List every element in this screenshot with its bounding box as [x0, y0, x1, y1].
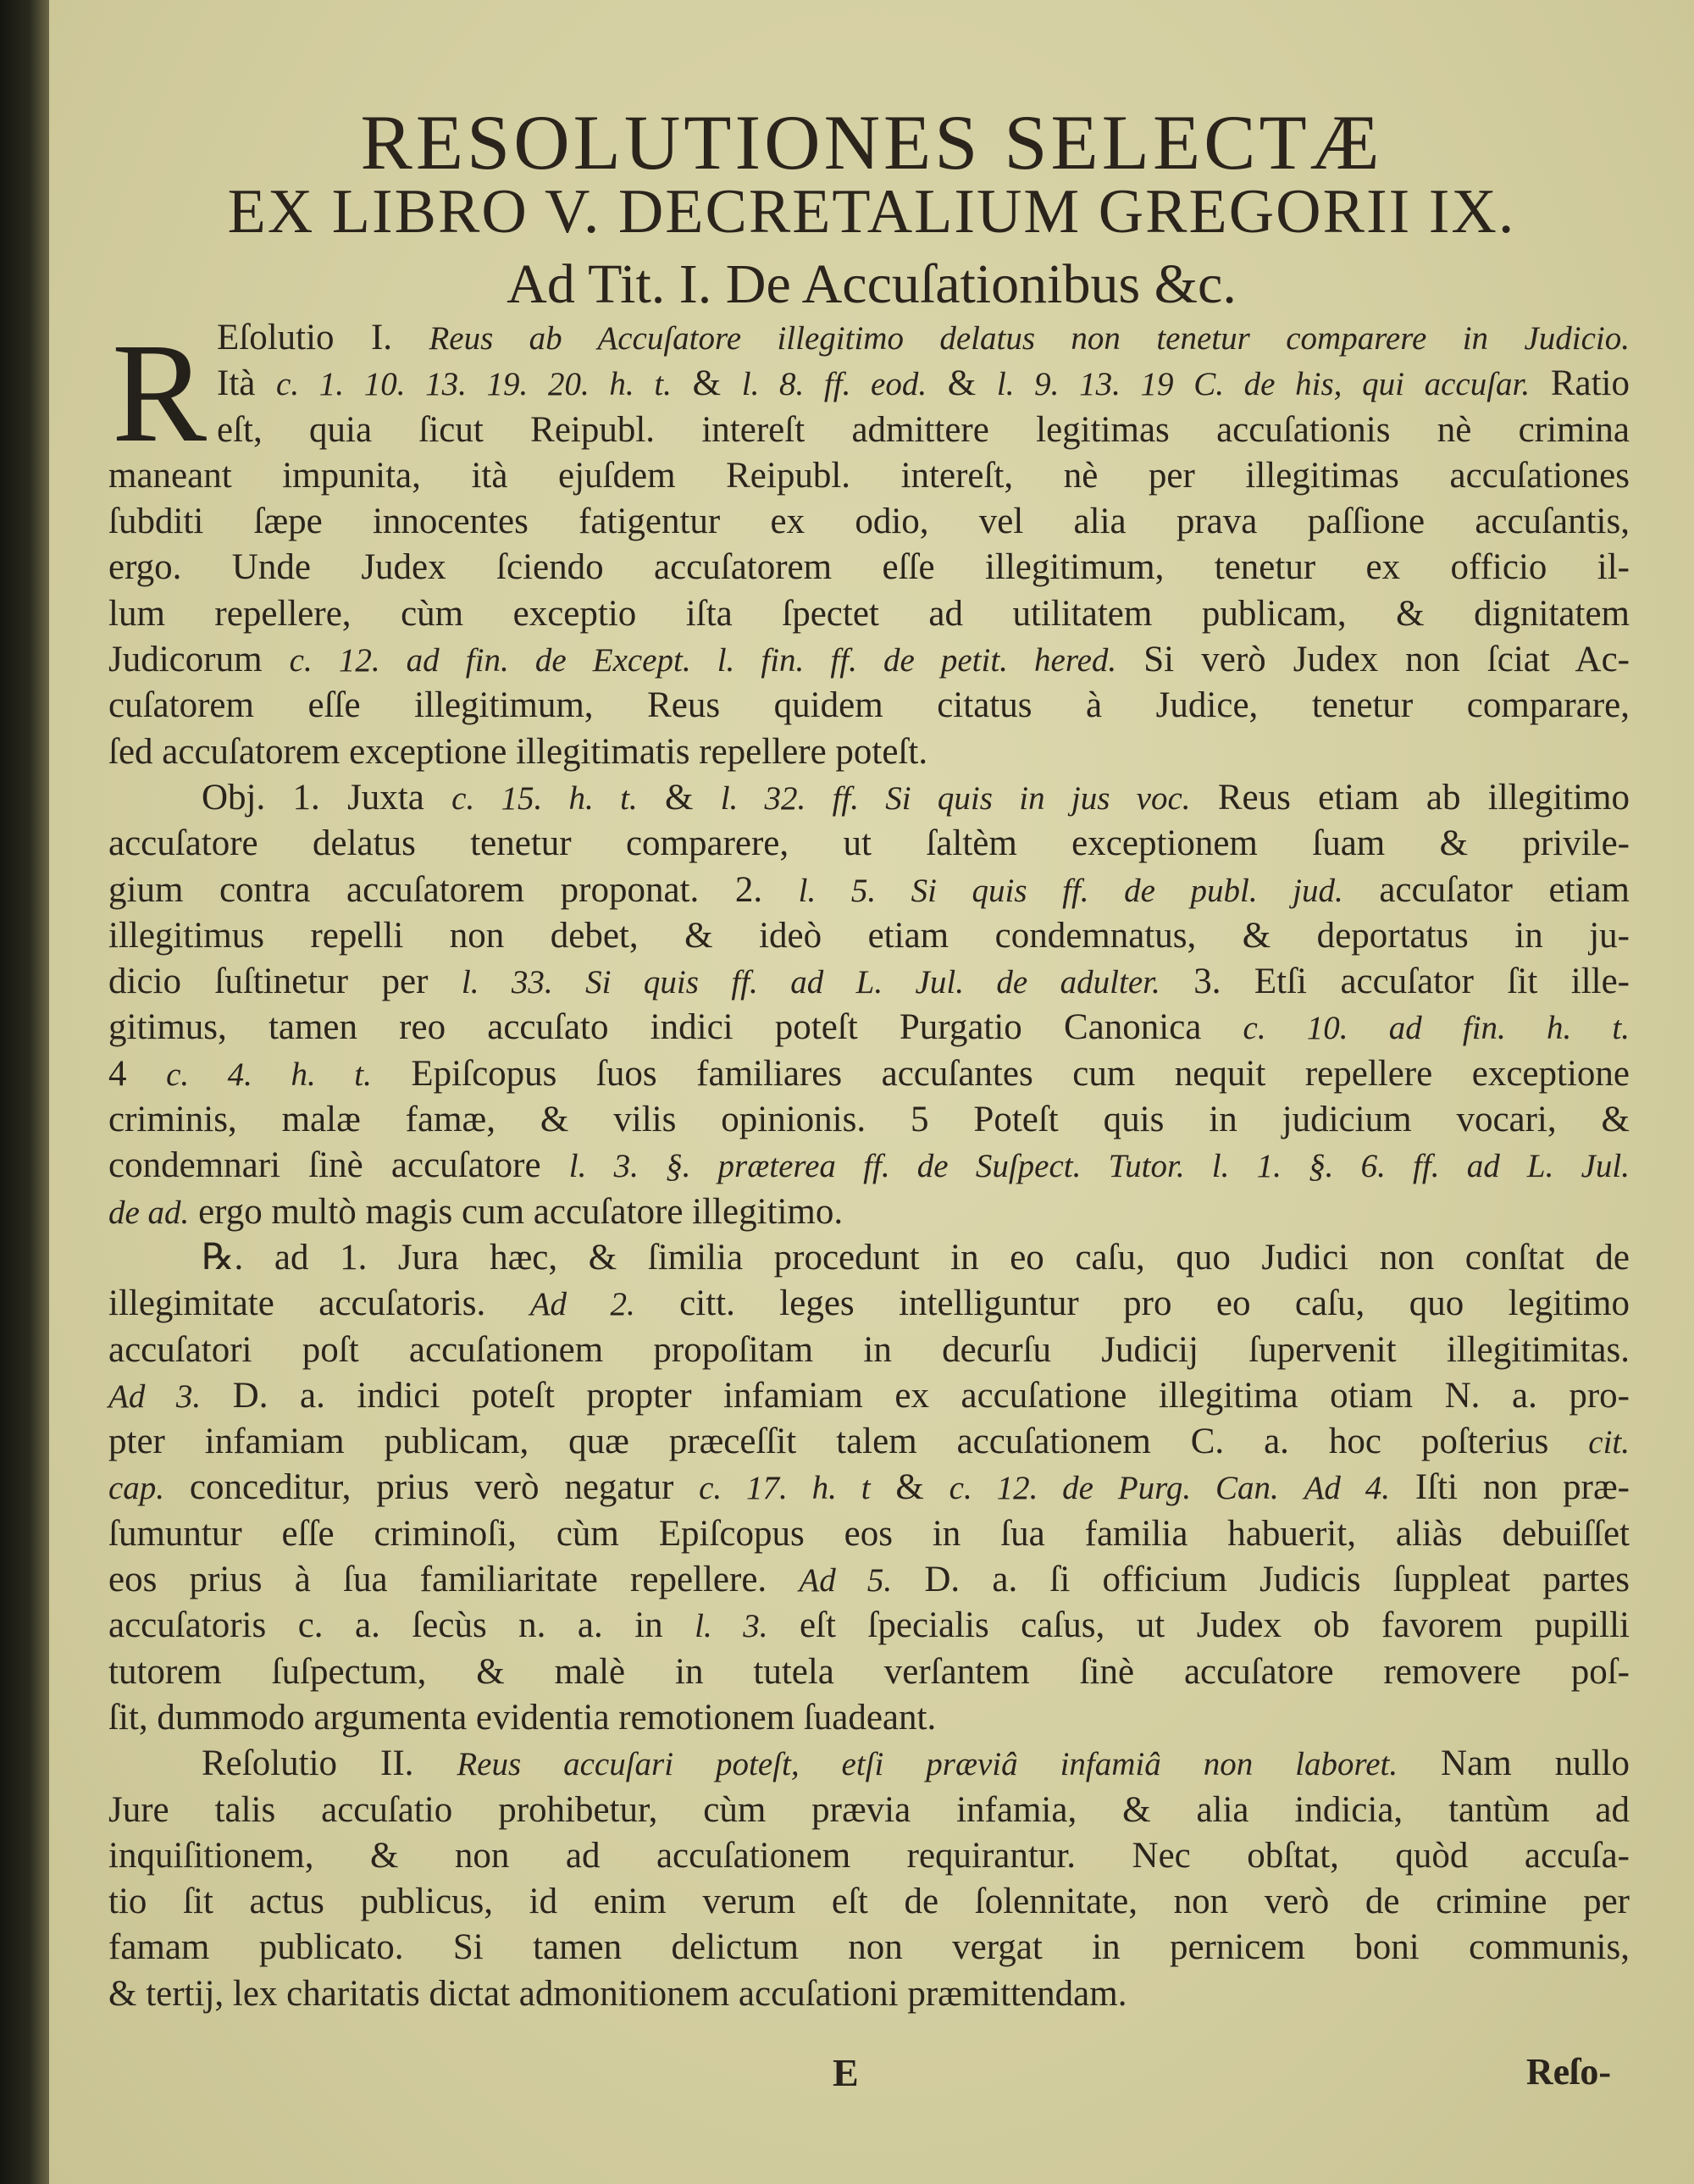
text-line: [108, 1005, 1630, 1050]
italic-citation: Ad 4.: [1304, 1470, 1390, 1507]
text-run: tio ſit actus publicus, id enim verum eſt de ſolennitate, non verò de crimine per: [108, 1882, 1630, 1922]
italic-citation: l. 33. Si quis ff. ad L. Jul. de adulter.: [461, 964, 1160, 1001]
italic-citation: Ad 5.: [799, 1562, 893, 1599]
text-line: [108, 1189, 1630, 1235]
text-run: Ità: [217, 363, 277, 404]
italic-citation: Reus accuſari poteſt, etſi præviâ infamiâ non laboret.: [457, 1746, 1398, 1783]
text-run: maneant impunita, ità ejuſdem Reipubl. intereſt, nè per illegitimas accuſationes: [108, 455, 1630, 496]
text-line: [108, 1143, 1630, 1189]
text-line: [108, 729, 1630, 775]
text-run: Ratio: [1530, 363, 1630, 404]
text-run: dicio ſuſtinetur per: [108, 962, 462, 1002]
text-run: ſed accuſatorem exceptione illegitimatis repellere poteſt.: [108, 731, 928, 772]
page-title: RESOLUTIONES SELECTÆ: [360, 99, 1383, 186]
text-run: Nam nullo: [1398, 1743, 1630, 1784]
text-run: gitimus, tamen reo accuſato indici poteſt Purgatio Canonica: [108, 1007, 1243, 1048]
text-run: Jure talis accuſatio prohibetur, cùm prævia infamia, & alia indicia, tantùm ad: [108, 1789, 1630, 1830]
text-run: inquiſitionem, & non ad accuſationem requirantur. Nec obſtat, quòd accuſa-: [108, 1835, 1630, 1876]
page-subtitle: EX LIBRO V. DECRETALIUM GREGORII IX.: [227, 177, 1516, 247]
text-run: tutorem ſuſpectum, & malè in tutela verſantem ſinè accuſatore removere poſ-: [108, 1651, 1630, 1692]
text-run: citt. leges intelliguntur pro eo caſu, quo legitimo: [634, 1283, 1630, 1324]
text-run: famam publicato. Si tamen delictum non vergat in pernicem boni communis,: [108, 1927, 1630, 1968]
text-run: eſt, quia ſicut Reipubl. intereſt admittere legitimas accuſationis nè crimina: [217, 409, 1630, 450]
text-run: Epiſcopus ſuos familiares accuſantes cum nequit repellere exceptione: [371, 1053, 1630, 1094]
text-run: ſumuntur eſſe criminoſi, cùm Epiſcopus eos in ſua familia habuerit, aliàs debuiſſet: [108, 1513, 1630, 1554]
text-run: accuſator etiam: [1342, 869, 1630, 910]
italic-citation: l. 3. §. præterea ff. de Suſpect. Tutor. l. 1. §. 6. ff. ad L. Jul.: [568, 1148, 1630, 1185]
italic-citation: l. 32. ff. Si quis in jus voc.: [720, 779, 1191, 817]
text-run: ℞. ad 1. Jura hæc, & ſimilia procedunt in eo caſu, quo Judici non conſtat de: [202, 1237, 1630, 1278]
text-line: [108, 1741, 1630, 1787]
text-line: [108, 1419, 1630, 1465]
text-line: [108, 1788, 1630, 1833]
text-run: Eſolutio I.: [217, 318, 429, 358]
book-spine-shadow: [0, 0, 49, 2184]
text-run: criminis, malæ famæ, & vilis opinionis. 5 Poteſt quis in judicium vocari, &: [108, 1100, 1630, 1140]
text-run: 3. Etſi accuſator ſit ille-: [1160, 962, 1630, 1002]
text-run: ſubditi ſæpe innocentes fatigentur ex odio, vel alia prava paſſione accuſantis,: [108, 502, 1630, 542]
italic-citation: Ad 3.: [108, 1377, 202, 1415]
text-run: accuſatoris c. a. ſecùs n. a. in: [108, 1605, 695, 1646]
text-line: [108, 913, 1630, 959]
text-line: [108, 591, 1630, 637]
text-line: [108, 1373, 1630, 1419]
catchword: Reſo-: [1525, 2051, 1611, 2093]
text-run: gium contra accuſatorem proponat. 2.: [108, 869, 799, 910]
text-run: 4: [108, 1053, 167, 1094]
italic-citation: l. 8. ff. eod.: [741, 366, 927, 403]
text-run: illegimitate accuſatoris.: [108, 1283, 530, 1324]
text-line: [108, 361, 1630, 407]
text-run: ergo. Unde Judex ſciendo accuſatorem eſſe illegitimum, tenetur ex officio il-: [108, 547, 1630, 588]
text-line: [108, 1511, 1630, 1557]
text-run: pter infamiam publicam, quæ præceſſit talem accuſationem C. a. hoc poſterius: [108, 1422, 1589, 1462]
text-line: [108, 1695, 1630, 1741]
text-run: lum repellere, cùm exceptio iſta ſpectet ad utilitatem publicam, & dignitatem: [108, 593, 1630, 634]
italic-citation: c. 17. h. t: [699, 1470, 871, 1507]
section-heading: Ad Tit. I. De Accuſationibus &c.: [507, 253, 1237, 315]
text-run: Iſti non præ-: [1390, 1467, 1630, 1508]
text-line: [108, 683, 1630, 729]
text-line: [108, 821, 1630, 867]
italic-citation: Reus ab Accuſatore illegitimo delatus non tenetur comparere in Judicio.: [429, 320, 1630, 357]
text-run: condemnari ſinè accuſatore: [108, 1145, 569, 1186]
text-run: ergo multò magis cum accuſatore illegitimo.: [189, 1191, 844, 1232]
italic-citation: c. 12. de Purg. Can.: [949, 1470, 1279, 1507]
text-run: &: [637, 777, 721, 818]
text-run: accuſatori poſt accuſationem propoſitam in decurſu Judicij ſupervenit illegitimitas.: [108, 1329, 1630, 1370]
text-line: [108, 407, 1630, 453]
text-line: [108, 1833, 1630, 1879]
book-page: [49, 0, 1694, 2184]
text-line: [108, 1879, 1630, 1925]
text-line: [108, 868, 1630, 913]
text-run: Si verò Judex non ſciat Ac-: [1116, 640, 1630, 680]
text-line: [108, 499, 1630, 545]
signature-mark: E: [833, 2051, 859, 2094]
italic-citation: cit.: [1588, 1424, 1630, 1461]
body-text: [108, 315, 1630, 2017]
italic-citation: c. 15. h. t.: [451, 779, 638, 817]
italic-citation: cap.: [108, 1470, 165, 1507]
text-line: [108, 1925, 1630, 1971]
italic-citation: l. 3.: [695, 1608, 768, 1645]
text-run: &: [671, 363, 742, 404]
text-line: [108, 1557, 1630, 1603]
text-run: D. a. ſi officium Judicis ſuppleat partes: [892, 1560, 1630, 1600]
text-run: cuſatorem eſſe illegitimum, Reus quidem citatus à Judice, tenetur comparare,: [108, 685, 1630, 726]
text-run: illegitimus repelli non debet, & ideò etiam condemnatus, & deportatus in ju-: [108, 915, 1630, 956]
text-line: [108, 1051, 1630, 1097]
italic-citation: c. 1. 10. 13. 19. 20. h. t.: [276, 366, 672, 403]
text-run: & tertij, lex charitatis dictat admonitionem accuſationi præmittendam.: [108, 1973, 1127, 2014]
text-line: [108, 1603, 1630, 1649]
italic-citation: Ad 2.: [529, 1286, 635, 1323]
italic-citation: l. 5. Si quis ff. de publ. jud.: [798, 872, 1343, 909]
text-line: [108, 1235, 1630, 1281]
text-line: [108, 1328, 1630, 1373]
text-run: Judicorum: [108, 640, 290, 680]
italic-citation: c. 4. h. t.: [166, 1056, 372, 1093]
text-run: D. a. indici poteſt propter infamiam ex accuſatione illegitima otiam N. a. pro-: [201, 1375, 1630, 1416]
text-line: [108, 1281, 1630, 1327]
text-line: [108, 637, 1630, 683]
text-run: &: [870, 1467, 949, 1508]
text-run: [1279, 1467, 1304, 1507]
text-run: Reſolutio II.: [202, 1743, 457, 1784]
text-line: [108, 1971, 1630, 2017]
drop-cap: R: [112, 314, 208, 472]
text-line: [108, 1465, 1630, 1511]
italic-citation: l. 9. 13. 19 C. de his, qui accuſar.: [996, 366, 1531, 403]
text-run: Reus etiam ab illegitimo: [1190, 777, 1630, 818]
text-line: [108, 1097, 1630, 1143]
text-line: [108, 315, 1630, 361]
text-run: ſit, dummodo argumenta evidentia remotionem ſuadeant.: [108, 1697, 937, 1738]
text-run: conceditur, prius verò negatur: [164, 1467, 700, 1508]
text-run: accuſatore delatus tenetur comparere, ut ſaltèm exceptionem ſuam & privile-: [108, 823, 1630, 864]
text-run: Obj. 1. Juxta: [202, 777, 452, 818]
text-run: &: [927, 363, 997, 404]
italic-citation: c. 10. ad fin. h. t.: [1243, 1010, 1630, 1047]
text-line: [108, 545, 1630, 590]
text-line: [108, 775, 1630, 821]
text-line: [108, 959, 1630, 1005]
text-run: eſt ſpecialis caſus, ut Judex ob favorem pupilli: [767, 1605, 1630, 1646]
text-line: [108, 1649, 1630, 1695]
italic-citation: de ad.: [108, 1194, 190, 1231]
italic-citation: c. 12. ad fin. de Except. l. fin. ff. de petit. hered.: [289, 642, 1117, 679]
text-run: eos prius à ſua familiaritate repellere.: [108, 1560, 800, 1600]
text-line: [108, 453, 1630, 499]
